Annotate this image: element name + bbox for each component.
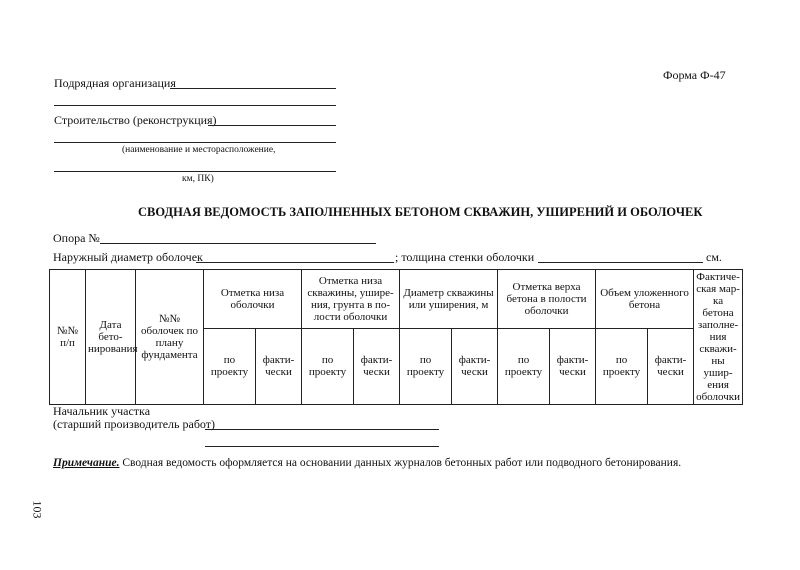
support-field[interactable] [100, 243, 376, 244]
name-hint: (наименование и месторасположение, [122, 145, 276, 155]
contractor-field-line-2[interactable] [54, 105, 336, 106]
note [53, 457, 681, 469]
group-header-diameter: Диаметр скважины или уширения, м [400, 270, 498, 329]
unit-cm: см. [706, 250, 722, 264]
sub-actual: факти-чески [256, 328, 302, 404]
group-header-concrete-volume: Объем уложенного бетона [596, 270, 694, 329]
form-code: Форма Ф-47 [663, 68, 726, 82]
col-num-header: №№ п/п [50, 270, 86, 405]
group-header-shell-bottom: Отметка низа оболочки [204, 270, 302, 329]
chief-signature-field[interactable] [205, 429, 439, 430]
note-label: Примечание. [53, 457, 120, 469]
sub-design: по проекту [302, 328, 354, 404]
col-date-header: Дата бето-нирования [86, 270, 136, 405]
construction-field[interactable] [208, 125, 336, 126]
page-number: 103 [30, 500, 45, 519]
summary-table [49, 269, 743, 405]
contractor-field[interactable] [170, 88, 336, 89]
group-header-concrete-top: Отметка верха бетона в полости оболочки [498, 270, 596, 329]
chief-sub-label: (старший производитель работ) [53, 417, 216, 431]
support-label: Опора № [53, 231, 100, 245]
outer-diameter-field[interactable] [196, 262, 394, 263]
note-text: Сводная ведомость оформляется на основании данных журналов бетонных работ или подводного бетонирования. [119, 457, 682, 469]
chief-label: Начальник участка [53, 404, 151, 418]
location-field[interactable] [54, 171, 336, 172]
km-hint: км, ПК) [182, 174, 214, 184]
construction-field-line-2[interactable] [54, 142, 336, 143]
sub-actual: факти-чески [550, 328, 596, 404]
group-header-well-bottom: Отметка низа скважины, ушире-ния, грунта в по-лости оболочки [302, 270, 400, 329]
wall-thickness-label: ; толщина стенки оболочки [395, 250, 535, 264]
sub-actual: факти-чески [648, 328, 694, 404]
sub-actual: факти-чески [452, 328, 498, 404]
construction-label: Строительство (реконструкция) [54, 113, 217, 127]
col-grade-header: Фактиче-ская мар-ка бетона заполне-ния скважи-ны ушир-ения оболочки [694, 270, 743, 405]
outer-diameter-label: Наружный диаметр оболочек [53, 250, 203, 264]
contractor-label: Подрядная организация [54, 76, 176, 90]
col-shell-header: №№ оболочек по плану фундамента [136, 270, 204, 405]
chief-name-field[interactable] [205, 446, 439, 447]
wall-thickness-field[interactable] [538, 262, 703, 263]
sub-actual: факти-чески [354, 328, 400, 404]
sub-design: по проекту [596, 328, 648, 404]
sub-design: по проекту [204, 328, 256, 404]
sub-design: по проекту [498, 328, 550, 404]
sub-design: по проекту [400, 328, 452, 404]
document-title: СВОДНАЯ ВЕДОМОСТЬ ЗАПОЛНЕННЫХ БЕТОНОМ СКВАЖИН, УШИРЕНИЙ И ОБОЛОЧЕК [138, 205, 703, 219]
